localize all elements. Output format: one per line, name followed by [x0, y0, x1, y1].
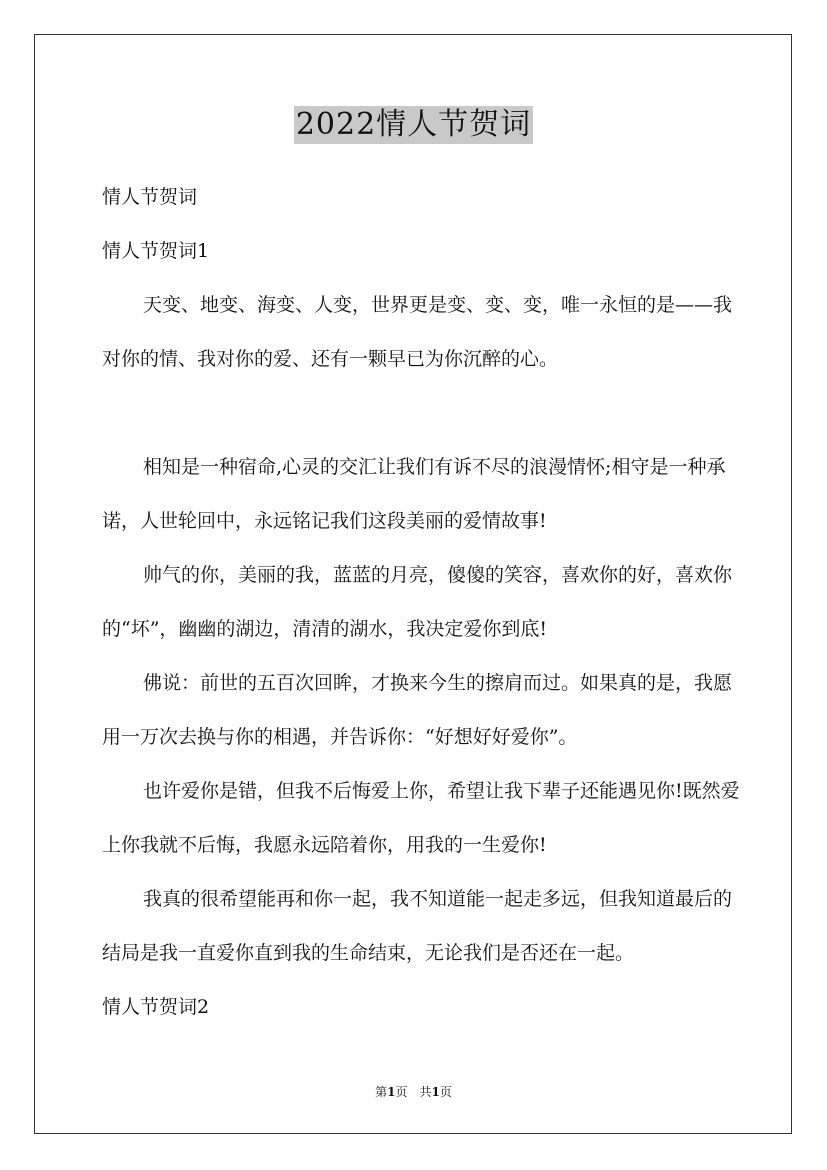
page-footer — [0, 1083, 827, 1100]
paragraph: 相知是一种宿命,心灵的交汇让我们有诉不尽的浪漫情怀;相守是一种承诺，人世轮回中，永远铭记我们这段美丽的爱情故事! — [102, 456, 726, 532]
paragraph-spacer — [102, 386, 742, 440]
document-title — [0, 104, 827, 144]
page-prefix: 第 — [375, 1085, 388, 1099]
subsection-heading: 情人节贺词2 — [102, 996, 210, 1018]
paragraph: 帅气的你，美丽的我，蓝蓝的月亮，傻傻的笑容，喜欢你的好，喜欢你的“坏”，幽幽的湖边，清清的湖水，我决定爱你到底! — [102, 564, 733, 640]
subsection-heading: 情人节贺词1 — [102, 240, 210, 262]
document-title-text: 2022情人节贺词 — [295, 107, 532, 142]
paragraph: 天变、地变、海变、人变，世界更是变、变、变，唯一永恒的是——我对你的情、我对你的爱、还有一颗早已为你沉醉的心。 — [102, 294, 733, 370]
page-suffix: 页 — [395, 1085, 408, 1099]
document-body — [102, 170, 742, 1034]
paragraph: 我真的很希望能再和你一起，我不知道能一起走多远，但我知道最后的结局是我一直爱你直到我的生命结束，无论我们是否还在一起。 — [102, 888, 733, 964]
section-heading: 情人节贺词 — [102, 186, 198, 208]
total-suffix: 页 — [439, 1085, 452, 1099]
paragraph: 佛说：前世的五百次回眸，才换来今生的擦肩而过。如果真的是，我愿用一万次去换与你的相遇，并告诉你：“好想好好爱你”。 — [102, 672, 733, 748]
page-number: 1 — [387, 1085, 396, 1099]
total-prefix: 共 — [419, 1085, 432, 1099]
total-pages: 1 — [431, 1085, 440, 1099]
paragraph: 也许爱你是错，但我不后悔爱上你，希望让我下辈子还能遇见你!既然爱上你我就不后悔，我愿永远陪着你，用我的一生爱你! — [102, 780, 740, 856]
